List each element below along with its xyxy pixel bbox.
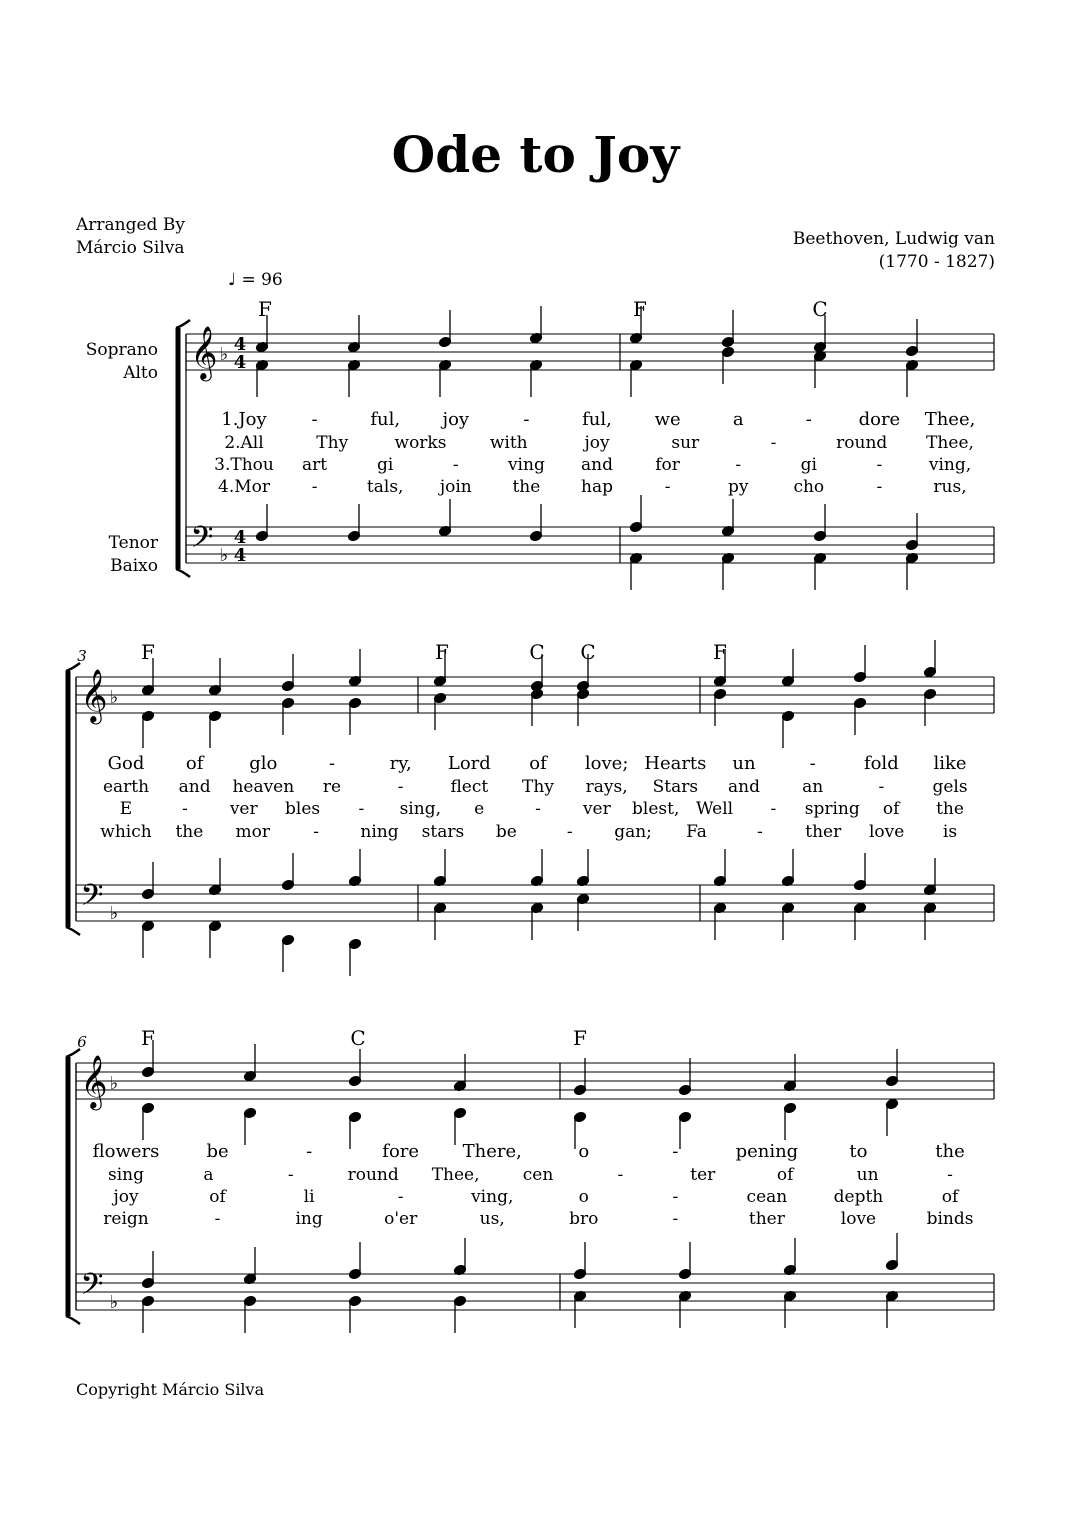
lyric-syllable: of — [529, 753, 547, 774]
lyric-syllable: rus, — [933, 477, 967, 497]
lyric-syllable: Hearts — [644, 753, 707, 774]
bass-note — [141, 920, 154, 958]
lyric-syllable: e — [474, 799, 485, 819]
lyric-syllable: - — [664, 477, 671, 497]
lyric-syllable: ning — [360, 822, 399, 842]
tenor-note — [885, 1233, 898, 1271]
soprano-note — [348, 649, 361, 687]
lyric-syllable: Thee, — [431, 1165, 480, 1185]
alto-note — [243, 1107, 256, 1145]
alto-note — [453, 1107, 466, 1145]
lyric-syllable: - — [809, 753, 816, 774]
lyric-syllable: we — [654, 409, 681, 430]
chord-symbol: F — [141, 1026, 155, 1050]
lyric-syllable: of — [209, 1187, 226, 1207]
lyric-syllable: pening — [735, 1141, 799, 1162]
alto-note — [813, 350, 826, 388]
lyric-syllable: hap — [581, 477, 613, 497]
soprano-note — [281, 654, 294, 692]
lyric-syllable: of — [776, 1165, 794, 1185]
lyric-syllable: ful, — [582, 409, 612, 430]
alto-note — [781, 710, 794, 748]
lyric-syllable: cho — [793, 477, 825, 497]
soprano-note — [573, 1058, 586, 1096]
lyric-syllable: - — [805, 409, 812, 430]
soprano-note — [721, 310, 734, 348]
bass-note — [348, 1295, 361, 1333]
lyric-syllable: love — [840, 1209, 877, 1229]
bass-note — [208, 920, 221, 958]
bass-note — [678, 1290, 691, 1328]
lyric-syllable: - — [876, 477, 883, 497]
tenor-note — [255, 504, 268, 542]
lyric-syllable: glo — [249, 753, 278, 774]
lyric-syllable: us, — [479, 1209, 505, 1229]
instrument-name: Soprano — [85, 340, 158, 360]
lyric-syllable: reign — [103, 1209, 149, 1229]
system-bracket — [176, 320, 190, 328]
lyric-syllable: Thy — [522, 777, 554, 797]
lyric-syllable: of — [941, 1187, 959, 1207]
lyric-syllable: tals, — [366, 477, 404, 497]
lyric-syllable: a — [732, 409, 744, 430]
lyric-syllable: of — [185, 753, 204, 774]
lyric-syllable: round — [836, 433, 888, 453]
lyric-syllable: ther — [805, 822, 842, 842]
tempo-value: = 96 — [241, 270, 283, 290]
tenor-note — [813, 504, 826, 542]
soprano-note — [923, 640, 936, 678]
tenor-note — [905, 513, 918, 551]
lyric-syllable: py — [727, 477, 749, 497]
chord-symbol: F — [713, 640, 727, 664]
flat-icon: ♭ — [109, 1073, 119, 1094]
lyric-syllable: - — [311, 409, 318, 430]
soprano-note — [905, 319, 918, 357]
lyric-syllable: love; — [584, 753, 629, 774]
lyric-syllable: 3.Thou — [214, 455, 274, 475]
lyric-syllable: bro — [569, 1209, 599, 1229]
lyric-syllable: sing — [108, 1165, 144, 1185]
lyric-syllable: - — [523, 409, 530, 430]
lyric-syllable: ry, — [389, 753, 412, 774]
lyric-syllable: gels — [932, 777, 968, 797]
instrument-name: Tenor — [108, 533, 158, 553]
time-signature-top: 4 — [233, 527, 247, 548]
lyric-syllable: - — [756, 822, 763, 842]
lyric-syllable: love — [868, 822, 905, 842]
lyric-syllable: - — [617, 1165, 624, 1185]
lyric-syllable: - — [770, 799, 777, 819]
lyric-syllable: ving, — [928, 455, 972, 475]
lyric-syllable: flect — [450, 777, 489, 797]
lyric-syllable: joy — [113, 1187, 139, 1207]
lyric-syllable: - — [672, 1187, 679, 1207]
alto-note — [783, 1102, 796, 1140]
alto-note — [629, 359, 642, 397]
lyric-syllable: heaven — [232, 777, 295, 797]
tenor-note — [530, 849, 543, 887]
alto-note — [438, 359, 451, 397]
lyric-syllable: o — [578, 1187, 589, 1207]
lyric-syllable: - — [566, 822, 573, 842]
flat-icon: ♭ — [109, 903, 119, 924]
lyric-syllable: joy — [442, 409, 470, 430]
lyric-syllable: un — [856, 1165, 879, 1185]
quarter-note-icon: ♩ — [228, 270, 237, 290]
lyric-syllable: - — [878, 777, 885, 797]
lyric-syllable: - — [672, 1209, 679, 1229]
lyric-syllable: for — [655, 455, 680, 475]
lyric-syllable: and — [581, 455, 613, 475]
lyric-syllable: - — [287, 1165, 294, 1185]
lyric-syllable: the — [936, 799, 964, 819]
alto-note — [529, 359, 542, 397]
tenor-note — [721, 499, 734, 537]
alto-note — [713, 688, 726, 726]
lyric-syllable: Well — [696, 799, 734, 819]
lyric-syllable: Fa — [686, 822, 707, 842]
lyric-syllable: earth — [102, 777, 150, 797]
lyric-syllable: the — [935, 1141, 965, 1162]
lyric-syllable: - — [311, 477, 318, 497]
lyric-syllable: and — [178, 777, 211, 797]
lyric-syllable: be — [495, 822, 517, 842]
lyric-syllable: to — [849, 1141, 868, 1162]
flat-icon: ♭ — [219, 344, 229, 365]
lyric-syllable: is — [942, 822, 958, 842]
tenor-note — [438, 499, 451, 537]
measure-number: 6 — [77, 1033, 87, 1051]
lyric-syllable: fore — [382, 1141, 420, 1162]
soprano-note — [453, 1054, 466, 1092]
soprano-note — [438, 310, 451, 348]
soprano-note — [781, 649, 794, 687]
soprano-note — [885, 1049, 898, 1087]
lyric-syllable: a — [203, 1165, 214, 1185]
bass-note — [348, 938, 361, 976]
bass-note — [783, 1290, 796, 1328]
lyric-syllable: rays, — [585, 777, 628, 797]
alto-note — [348, 697, 361, 735]
lyric-syllable: which — [100, 822, 152, 842]
system-bracket — [176, 569, 190, 577]
soprano-note — [529, 306, 542, 344]
lyric-syllable: ver — [582, 799, 611, 819]
bass-note — [243, 1295, 256, 1333]
bass-note — [721, 552, 734, 590]
time-signature-bottom: 4 — [233, 352, 247, 373]
tenor-note — [348, 849, 361, 887]
treble-clef-icon: 𝄞 — [190, 325, 218, 379]
bass-clef-icon: 𝄢 — [190, 521, 214, 562]
lyric-syllable: re — [322, 777, 342, 797]
lyric-syllable: 4.Mor — [218, 477, 270, 497]
arranger-name: Márcio Silva — [76, 238, 185, 258]
chord-symbol: F — [633, 297, 647, 321]
bass-note — [885, 1290, 898, 1328]
alto-note — [853, 697, 866, 735]
lyric-syllable: 2.All — [224, 433, 264, 453]
lyric-syllable: joy — [584, 433, 610, 453]
flat-icon: ♭ — [219, 545, 229, 566]
tenor-note — [433, 849, 446, 887]
alto-note — [281, 697, 294, 735]
chord-symbol: F — [258, 297, 272, 321]
lyric-syllable: an — [802, 777, 824, 797]
lyric-syllable: - — [672, 1141, 679, 1162]
lyric-syllable: ing — [295, 1209, 323, 1229]
lyric-syllable: 1.Joy — [221, 409, 267, 430]
bass-note — [905, 552, 918, 590]
lyric-syllable: join — [439, 477, 472, 497]
alto-note — [208, 710, 221, 748]
lyric-syllable: o'er — [384, 1209, 418, 1229]
alto-note — [141, 710, 154, 748]
chord-symbol: F — [435, 640, 449, 664]
lyric-syllable: be — [206, 1141, 229, 1162]
tenor-note — [783, 1238, 796, 1276]
lyric-syllable: - — [770, 433, 777, 453]
lyric-syllable: There, — [462, 1141, 522, 1162]
copyright: Copyright Márcio Silva — [76, 1380, 265, 1399]
lyric-syllable: - — [328, 753, 336, 774]
lyric-syllable: Stars — [652, 777, 699, 797]
lyric-syllable: - — [397, 1187, 404, 1207]
tenor-note — [453, 1238, 466, 1276]
chord-symbol: C — [580, 640, 596, 664]
bass-clef-icon: 𝄢 — [80, 879, 104, 920]
alto-note — [678, 1111, 691, 1149]
lyric-syllable: depth — [833, 1187, 884, 1207]
lyric-syllable: - — [358, 799, 365, 819]
lyric-syllable: and — [728, 777, 760, 797]
lyric-syllable: ther — [748, 1209, 785, 1229]
lyric-syllable: gan; — [614, 822, 652, 842]
alto-note — [255, 359, 268, 397]
lyric-syllable: - — [397, 777, 404, 797]
tenor-note — [573, 1242, 586, 1280]
soprano-note — [678, 1058, 691, 1096]
bass-clef-icon: 𝄢 — [80, 1268, 104, 1309]
lyric-syllable: Thee, — [926, 433, 974, 453]
lyric-syllable: mor — [235, 822, 271, 842]
alto-note — [721, 346, 734, 384]
treble-clef-icon: 𝄞 — [80, 668, 108, 722]
lyric-syllable: spring — [804, 799, 860, 819]
chord-symbol: C — [812, 297, 828, 321]
alto-note — [530, 688, 543, 726]
lyric-syllable: gi — [377, 455, 394, 475]
tenor-note — [713, 849, 726, 887]
bass-note — [629, 552, 642, 590]
treble-clef-icon: 𝄞 — [80, 1054, 108, 1108]
alto-note — [923, 688, 936, 726]
lyric-syllable: sing, — [399, 799, 441, 819]
lyric-syllable: E — [119, 799, 133, 819]
bass-note — [453, 1295, 466, 1333]
alto-note — [905, 359, 918, 397]
lyric-syllable: of — [882, 799, 900, 819]
lyric-syllable: Thy — [316, 433, 349, 453]
lyric-syllable: cen — [522, 1165, 554, 1185]
lyric-syllable: - — [535, 799, 541, 819]
lyric-syllable: like — [933, 753, 967, 774]
tenor-note — [141, 1251, 154, 1289]
lyric-syllable: the — [175, 822, 204, 842]
lyric-syllable: binds — [926, 1209, 974, 1229]
lyric-syllable: bles — [285, 799, 321, 819]
lyric-syllable: - — [947, 1165, 953, 1185]
composer-dates: (1770 - 1827) — [878, 252, 995, 272]
chord-symbol: C — [529, 640, 545, 664]
tenor-note — [347, 504, 360, 542]
lyric-syllable: sur — [671, 433, 700, 453]
alto-note — [347, 359, 360, 397]
chord-symbol: F — [141, 640, 155, 664]
arranger-label: Arranged By — [76, 215, 185, 235]
tenor-note — [781, 849, 794, 887]
soprano-note — [783, 1054, 796, 1092]
lyric-syllable: un — [732, 753, 756, 774]
alto-note — [433, 692, 446, 730]
lyric-syllable: fold — [863, 753, 899, 774]
lyric-syllable: art — [302, 455, 328, 475]
lyric-syllable: God — [107, 753, 145, 774]
tenor-note — [529, 504, 542, 542]
lyric-syllable: flowers — [92, 1141, 160, 1162]
soprano-note — [853, 645, 866, 683]
bass-note — [281, 934, 294, 972]
tenor-note — [141, 862, 154, 900]
alto-note — [348, 1111, 361, 1149]
alto-note — [885, 1098, 898, 1136]
lyric-syllable: - — [181, 799, 188, 819]
lyric-syllable: Thee, — [924, 409, 976, 430]
score-title: Ode to Joy — [391, 125, 680, 184]
alto-note — [576, 688, 589, 726]
instrument-name: Alto — [123, 363, 158, 383]
lyric-syllable: li — [303, 1187, 315, 1207]
lyric-syllable: ter — [690, 1165, 716, 1185]
lyric-syllable: works — [394, 433, 447, 453]
lyric-syllable: - — [452, 455, 459, 475]
time-signature-top: 4 — [233, 334, 247, 355]
lyric-syllable: gi — [800, 455, 817, 475]
system-bracket — [66, 927, 80, 935]
lyric-syllable: round — [347, 1165, 399, 1185]
bass-note — [141, 1295, 154, 1333]
composer-name: Beethoven, Ludwig van — [792, 229, 995, 249]
score-text — [77, 297, 975, 1229]
lyric-syllable: dore — [858, 409, 901, 430]
tenor-note — [629, 495, 642, 533]
tenor-note — [576, 849, 589, 887]
lyric-syllable: ful, — [370, 409, 401, 430]
tenor-note — [678, 1242, 691, 1280]
tenor-note — [348, 1242, 361, 1280]
tenor-note — [243, 1247, 256, 1285]
system-bracket — [66, 1316, 80, 1324]
lyric-syllable: Lord — [447, 753, 491, 774]
lyric-syllable: - — [306, 1141, 313, 1162]
flat-icon: ♭ — [109, 687, 119, 708]
lyric-syllable: with — [489, 433, 528, 453]
tenor-note — [853, 853, 866, 891]
lyric-syllable: - — [735, 455, 742, 475]
tenor-note — [281, 853, 294, 891]
lyric-syllable: cean — [746, 1187, 788, 1207]
lyric-syllable: blest, — [632, 799, 680, 819]
lyric-syllable: the — [512, 477, 541, 497]
bass-note — [573, 1290, 586, 1328]
lyric-syllable: - — [214, 1209, 221, 1229]
tenor-note — [208, 858, 221, 896]
instrument-name: Baixo — [110, 556, 158, 576]
time-signature-bottom: 4 — [233, 545, 247, 566]
lyric-syllable: stars — [421, 822, 465, 842]
lyric-syllable: ving, — [471, 1187, 514, 1207]
tenor-note — [923, 858, 936, 896]
bass-note — [813, 552, 826, 590]
flat-icon: ♭ — [109, 1292, 119, 1313]
chord-symbol: F — [573, 1026, 587, 1050]
chord-symbol: C — [350, 1026, 366, 1050]
lyric-syllable: o — [578, 1141, 590, 1162]
lyric-syllable: - — [876, 455, 883, 475]
lyric-syllable: - — [313, 822, 320, 842]
measure-number: 3 — [77, 647, 87, 665]
lyric-syllable: ving — [507, 455, 545, 475]
soprano-note — [348, 1049, 361, 1087]
lyric-syllable: ver — [229, 799, 258, 819]
alto-note — [141, 1102, 154, 1140]
